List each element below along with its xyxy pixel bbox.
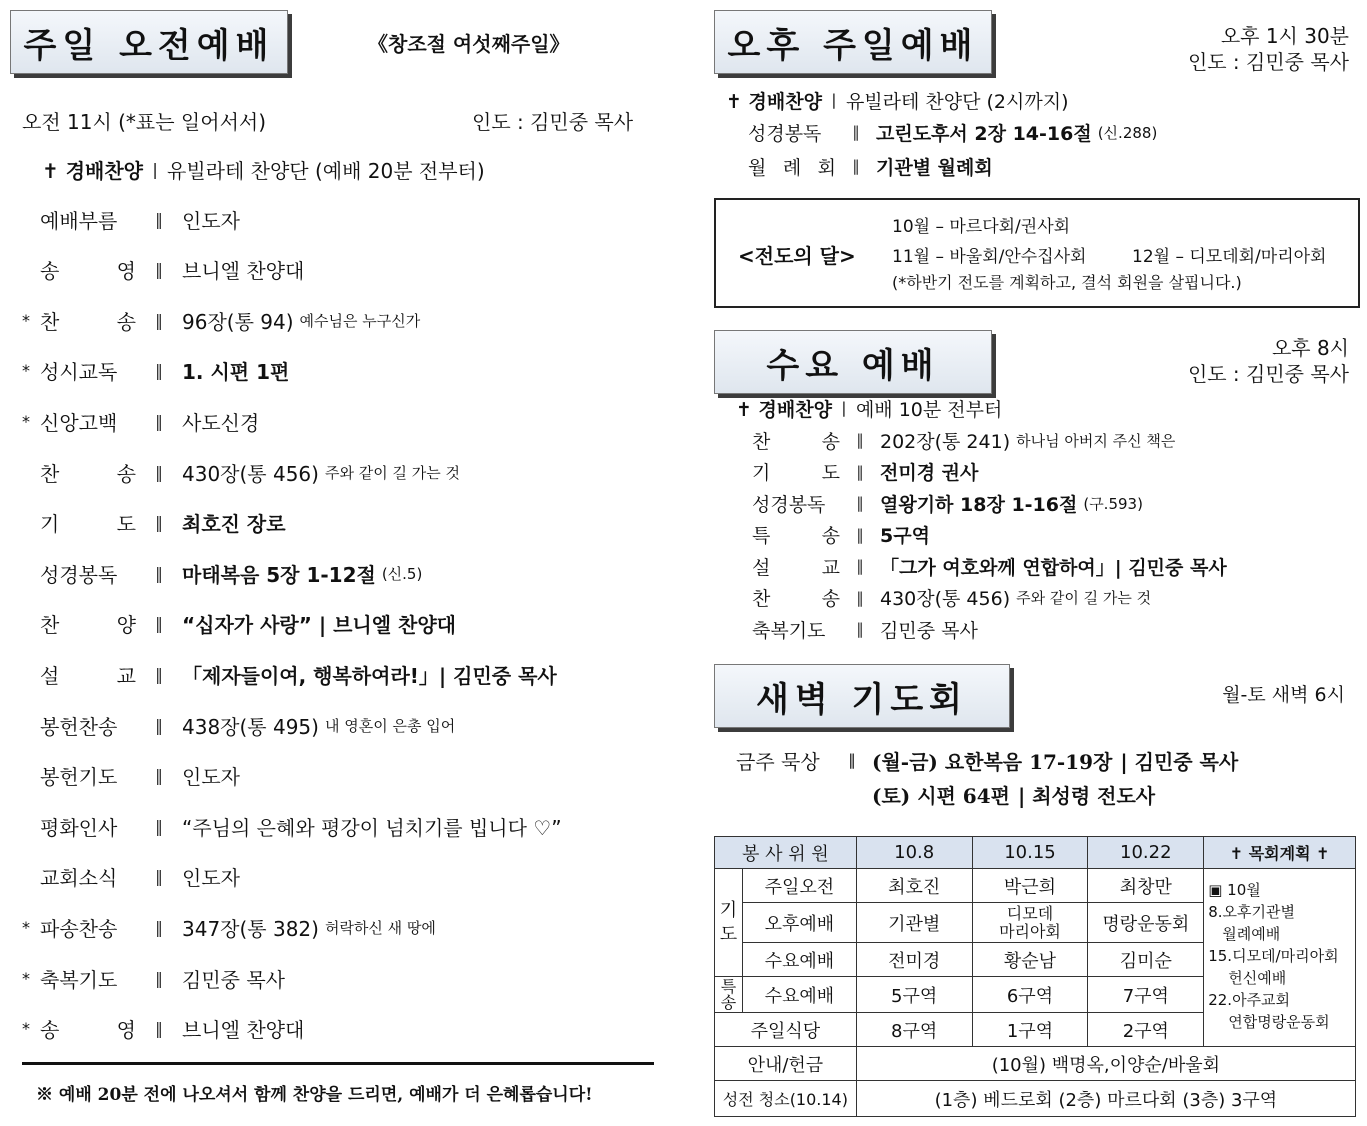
separator: ‖ [155,361,163,381]
order-label: 봉헌찬송 [40,714,118,739]
order-value: 「제자들이여, 행복하여라!」| 김민중 목사 [182,663,557,688]
separator: ‖ [155,867,163,887]
duty-header-title: 봉 사 위 원 [715,837,857,869]
separator: | [152,159,158,179]
separator: ‖ [848,751,856,769]
duty-cell: 7구역 [1088,977,1204,1013]
duty-cell: 최창만 [1088,869,1204,903]
duty-cell: 8구역 [856,1013,972,1047]
evangelism-box [714,198,1360,308]
afternoon-leader: 인도 : 김민중 목사 [1187,50,1349,74]
wednesday-praise-value: 예배 10분 전부터 [855,398,1003,421]
plan-line: 헌신예배 [1228,969,1287,987]
separator: ‖ [155,1019,163,1039]
morning-order-item [22,811,568,841]
order-note: 주와 같이 길 가는 것 [324,463,460,482]
order-note: (신.288) [1097,123,1158,142]
order-label: 찬 송 [752,588,840,610]
plan-line: 22.아주교회 [1208,991,1291,1009]
wednesday-time: 오후 8시 [1271,336,1349,360]
evangelism-line2b: 12월 – 디모데회/마리아회 [1132,247,1327,267]
dawn-title: 새벽 기도회 [714,664,1010,728]
plan-line: 연합명랑운동회 [1228,1013,1330,1031]
order-value: 347장(통 382) [182,916,319,941]
wednesday-order-item [752,615,984,643]
dawn-row-1 [736,746,1238,774]
standing-mark: * [22,310,30,330]
prayer-group-label: 기 도 [715,869,743,977]
plan-list [1204,869,1356,1047]
separator: ‖ [856,525,864,544]
wednesday-praise-label: ✝ 경배찬양 [736,398,832,421]
duty-cell: 전미경 [856,943,972,977]
separator: ‖ [856,588,864,607]
order-label: 교회소식 [40,866,118,891]
order-value: “주님의 은혜와 평강이 넘치기를 빕니다 ♡” [182,815,562,840]
separator: ‖ [155,209,163,229]
order-value: 브니엘 찬양대 [182,1018,305,1043]
plan-line: 월례예배 [1222,925,1281,943]
order-note: 허락하신 새 땅에 [324,918,436,937]
order-label: 설 교 [40,663,136,688]
morning-order-item [22,1014,310,1044]
order-value: 최호진 장로 [182,512,286,537]
order-value: 김민중 목사 [880,619,978,642]
wednesday-order-item [752,426,1175,454]
order-label: 송 영 [40,1018,136,1043]
duty-header-date: 10.8 [856,837,972,869]
duty-header-date: 10.15 [972,837,1088,869]
order-value: 1. 시편 1편 [182,360,290,385]
dawn-line2a: (토) 시편 64편 [872,783,1010,808]
afternoon-time: 오후 1시 30분 [1220,24,1349,48]
order-value: 김민중 목사 [182,967,285,992]
separator: ‖ [852,123,860,141]
morning-order-item [22,912,436,942]
afternoon-order-item [748,118,1157,146]
order-note: 내 영혼이 은총 입어 [324,716,456,735]
morning-order-item [22,508,292,538]
duty-cell: 기관별 [856,903,972,943]
standing-mark: * [22,411,30,431]
duty-cell: 1구역 [972,1013,1088,1047]
order-value: 「그가 여호와께 연합하여」| 김민중 목사 [880,556,1227,579]
separator: ‖ [155,563,163,583]
dawn-row-2 [872,780,1155,808]
wednesday-praise [736,394,1002,422]
order-value: 브니엘 찬양대 [182,259,305,284]
dawn-time: 월-토 새벽 6시 [1222,684,1345,706]
duty-cell: 2구역 [1088,1013,1204,1047]
morning-subtitle: 《창조절 여섯째주일》 [368,32,570,56]
standing-mark: * [22,1019,30,1039]
separator: ‖ [155,614,163,634]
evangelism-line2a: 11월 – 바울회/안수집사회 [892,247,1087,267]
order-label: 찬 송 [40,461,136,486]
order-label: 파송찬송 [40,916,118,941]
morning-order-item [22,963,291,993]
order-note: 하나님 아버지 주신 책은 [1016,431,1176,450]
morning-praise [42,154,485,184]
order-label: 찬 양 [40,613,136,638]
guide-value: (10월) 백명옥,이양순/바울회 [856,1047,1355,1081]
separator: ‖ [856,620,864,638]
duty-cell: 5구역 [856,977,972,1013]
separator: ‖ [155,917,163,937]
morning-praise-label: ✝ 경배찬양 [42,158,144,183]
order-label: 성시교독 [40,360,118,385]
separator: | [841,399,847,417]
standing-mark: * [22,361,30,381]
order-note: (구.593) [1083,494,1143,513]
afternoon-praise [726,86,1069,114]
afternoon-title: 오후 주일예배 [714,10,992,74]
order-note: 예수님은 누구신가 [299,311,421,330]
duty-cell: 황순남 [972,943,1088,977]
clean-label: 성전 청소(10.14) [715,1081,857,1117]
wednesday-leader: 인도 : 김민중 목사 [1187,362,1349,386]
morning-title: 주일 오전예배 [10,10,288,74]
morning-order-item [22,862,246,892]
order-value: 마태복음 5장 1-12절 [182,562,376,587]
morning-leader: 인도 : 김민중 목사 [472,110,634,134]
clean-value: (1층) 베드로회 (2층) 마르다회 (3층) 3구역 [856,1081,1355,1117]
order-note: (신.5) [381,564,423,583]
morning-order-item [22,659,563,689]
duty-cell: 6구역 [972,977,1088,1013]
dawn-line2b: | 최성령 전도사 [1017,783,1156,808]
separator: ‖ [856,462,864,481]
order-value: 430장(통 456) [182,461,319,486]
order-label: 기 도 [752,462,840,484]
morning-time: 오전 11시 (*표는 일어서서) [22,110,267,134]
order-value: 전미경 권사 [880,462,979,484]
afternoon-praise-value: 유빌라테 찬양단 (2시까지) [845,90,1069,113]
order-value: 인도자 [182,765,240,790]
order-value: 202장(통 241) [880,430,1011,453]
morning-order-item [22,710,455,740]
separator: ‖ [856,494,864,512]
duty-header-date: 10.22 [1088,837,1204,869]
order-label: 축복기도 [40,967,118,992]
order-value: 96장(통 94) [182,309,294,334]
morning-notice: ※ 예배 20분 전에 나오셔서 함께 찬양을 드리면, 예배가 더 은혜롭습니다! [36,1085,593,1105]
separator: ‖ [856,431,864,449]
morning-order-item [22,609,462,639]
evangelism-line3: (*하반기 전도를 계획하고, 결석 회원을 살핍니다.) [892,273,1242,292]
morning-order-item [22,457,460,487]
afternoon-praise-label: ✝ 경배찬양 [726,90,822,113]
order-label: 특 송 [752,525,840,547]
order-value: 인도자 [182,866,240,891]
separator: ‖ [155,462,163,482]
morning-order-item [22,204,246,234]
wednesday-order-item [752,458,984,486]
order-label: 송 영 [40,259,136,284]
order-value: 인도자 [182,208,240,233]
duty-row-label: 주일오전 [742,869,856,903]
duty-row-label: 주일식당 [715,1013,857,1047]
duty-cell: 디모데 마리아회 [972,903,1088,943]
wednesday-title: 수요 예배 [714,330,992,394]
order-value: 기관별 월례회 [876,156,993,179]
order-label: 월 례 회 [748,156,836,179]
duty-table [714,836,1356,1117]
order-value: 사도신경 [182,410,260,435]
morning-order-item [22,255,310,285]
dawn-line1b: | 김민중 목사 [1120,749,1239,774]
order-label: 봉헌기도 [40,765,118,790]
separator: | [831,91,837,109]
order-value: 고린도후서 2장 14-16절 [876,122,1092,145]
morning-order-item [22,305,420,335]
separator: ‖ [155,411,163,431]
morning-order-item [22,761,246,791]
wednesday-order-item [752,489,1143,517]
order-label: 성경봉독 [40,562,118,587]
order-note: 주와 같이 길 가는 것 [1016,589,1152,607]
separator: ‖ [155,766,163,786]
order-label: 설 교 [752,556,840,579]
order-label: 찬 송 [752,430,840,453]
guide-label: 안내/헌금 [715,1047,857,1081]
order-value: 5구역 [880,525,930,547]
order-label: 기 도 [40,512,136,537]
plan-line: ▣ 10월 [1208,881,1261,899]
morning-praise-value: 유빌라테 찬양단 (예배 20분 전부터) [167,158,485,183]
duty-row-label: 수요예배 [742,977,856,1013]
separator: ‖ [852,157,860,175]
duty-row-label: 수요예배 [742,943,856,977]
evangelism-title: <전도의 달> [738,244,856,268]
morning-order-item [22,558,422,588]
standing-mark: * [22,917,30,937]
order-label: 예배부름 [40,208,118,233]
wednesday-order-item [752,521,936,549]
duty-cell: 명랑운동회 [1088,903,1204,943]
order-label: 성경봉독 [748,122,822,145]
order-value: 438장(통 495) [182,714,319,739]
duty-cell: 최호진 [856,869,972,903]
separator: ‖ [155,816,163,836]
separator: ‖ [155,260,163,280]
order-value: 열왕기하 18장 1-16절 [880,493,1078,516]
separator: ‖ [155,664,163,684]
order-label: 평화인사 [40,815,118,840]
duty-cell: 김미순 [1088,943,1204,977]
separator: ‖ [155,968,163,988]
wednesday-order-item [752,552,1233,580]
duty-row-label: 오후예배 [742,903,856,943]
separator: ‖ [856,557,864,575]
order-value: “십자가 사랑” | 브니엘 찬양대 [182,613,456,638]
order-value: 430장(통 456) [880,588,1011,610]
morning-order-item [22,406,265,436]
plan-title: ✝ 목회계획 ✝ [1204,837,1356,869]
order-label: 축복기도 [752,619,826,642]
morning-order-item [22,356,295,386]
divider [22,1062,654,1065]
dawn-line1a: (월-금) 요한복음 17-19장 [872,749,1113,774]
afternoon-order-item [748,152,999,180]
dawn-label: 금주 묵상 [736,749,820,774]
duty-cell: 박근희 [972,869,1088,903]
separator: ‖ [155,513,163,533]
plan-line: 8.오후기관별 [1208,903,1295,921]
order-label: 성경봉독 [752,493,826,516]
standing-mark: * [22,968,30,988]
separator: ‖ [155,715,163,735]
separator: ‖ [155,310,163,330]
order-label: 찬 송 [40,309,136,334]
evangelism-line1: 10월 – 마르다회/권사회 [892,217,1071,237]
order-label: 신앙고백 [40,410,118,435]
plan-line: 15.디모데/마리아회 [1208,947,1339,965]
wednesday-order-item [752,584,1151,612]
special-group-label: 특 송 [715,977,743,1013]
